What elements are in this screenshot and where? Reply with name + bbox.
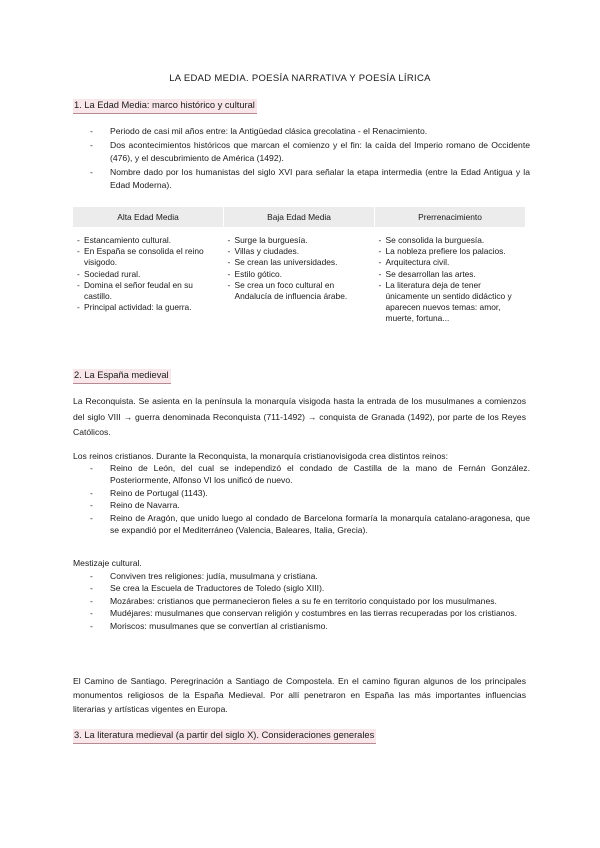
list-item: - Surge la burguesía.	[228, 235, 372, 246]
list-item: - Principal actividad: la guerra.	[77, 302, 221, 313]
list-item: - Reino de Navarra.	[90, 499, 530, 511]
table-header-row	[73, 207, 526, 227]
table-cell-baja-edad-media	[224, 227, 375, 325]
list-item: - Nombre dado por los humanistas del siglo XVI para señalar la etapa intermedia (entre la Edad Antigua y la Edad Moderna).	[90, 166, 530, 191]
section-3-heading: 3. La literatura medieval (a partir del siglo X). Consideraciones generales	[73, 729, 376, 744]
table-row	[73, 227, 526, 325]
list-item: - Mozárabes: cristianos que permanecieron fieles a su fe en territorio conquistado por los musulmanes.	[90, 595, 530, 607]
list-item: - Mudéjares: musulmanes que conservan religión y costumbres en las tierras recuperadas por los cristianos.	[90, 607, 530, 619]
list-item: - Periodo de casi mil años entre: la Antigüedad clásica grecolatina - el Renacimiento.	[90, 125, 530, 137]
mestizaje-list	[90, 570, 530, 632]
list-item: - Reino de Aragón, que unido luego al condado de Barcelona formaría la monarquía catalano-aragonesa, que se expandió por el Mediterráneo (Valencia, Baleares, Italia, Grecia).	[90, 512, 530, 537]
camino-de-santiago-paragraph: El Camino de Santiago. Peregrinación a Santiago de Compostela. En el camino figuran algunos de los principales monumentos religiosos de la España Medieval. Por allí penetraron en España las más importantes influencias literarias y artísticas vigentes en Europa.	[73, 676, 526, 714]
list-item: - Arquitectura civil.	[379, 257, 523, 268]
reinos-list	[90, 462, 530, 536]
section-2-heading: 2. La España medieval	[73, 369, 171, 384]
table-cell-alta-edad-media	[73, 227, 224, 325]
reconquista-paragraph: La Reconquista. Se asienta en la península la monarquía visigoda hasta la entrada de los musulmanes a comienzos del siglo VIII → guerra denominada Reconquista (711-1492) → conquista de Granada (1492), por parte de los Reyes Católicos.	[73, 396, 526, 437]
table-cell-prerrenacimiento	[375, 227, 526, 325]
table-header-alta-edad-media: Alta Edad Media	[73, 207, 224, 227]
list-item: - Se crea la Escuela de Traductores de Toledo (siglo XIII).	[90, 582, 530, 594]
list-item: - Moriscos: musulmanes que se convertían al cristianismo.	[90, 620, 530, 632]
table-header-baja-edad-media: Baja Edad Media	[224, 207, 375, 227]
list-item: - Se crea un foco cultural en Andalucía de influencia árabe.	[228, 280, 372, 302]
list-item: - Dos acontecimientos históricos que marcan el comienzo y el fin: la caída del Imperio romano de Occidente (476), y el descubrimiento de América (1492).	[90, 139, 530, 164]
periods-table	[73, 207, 526, 325]
list-item: - Sociedad rural.	[77, 269, 221, 280]
table-header-prerrenacimiento: Prerrenacimiento	[375, 207, 526, 227]
list-item: - Villas y ciudades.	[228, 246, 372, 257]
list-item: - Estancamiento cultural.	[77, 235, 221, 246]
document-title: LA EDAD MEDIA. POESÍA NARRATIVA Y POESÍA LÍRICA	[169, 73, 431, 84]
list-item: - En España se consolida el reino visigodo.	[77, 246, 221, 268]
section-1-heading: 1. La Edad Media: marco histórico y cultural	[73, 99, 257, 114]
list-item: - Reino de Portugal (1143).	[90, 487, 530, 499]
list-item: - Se crean las universidades.	[228, 257, 372, 268]
list-item: - Se consolida la burguesía.	[379, 235, 523, 246]
list-item: - La nobleza prefiere los palacios.	[379, 246, 523, 257]
reinos-intro: Los reinos cristianos. Durante la Reconquista, la monarquía cristianovisigoda crea distintos reinos:	[73, 451, 448, 461]
mestizaje-intro: Mestizaje cultural.	[73, 558, 142, 568]
list-item: - Se desarrollan las artes.	[379, 269, 523, 280]
section-1-bullet-list	[90, 125, 530, 193]
list-item: - Estilo gótico.	[228, 269, 372, 280]
list-item: - La literatura deja de tener únicamente un sentido didáctico y aparecen nuevos temas: amor, muerte, fortuna...	[379, 280, 523, 325]
list-item: - Reino de León, del cual se independizó el condado de Castilla de la mano de Fernán González. Posteriormente, Alfonso VI los unificó de nuevo.	[90, 462, 530, 487]
list-item: - Domina el señor feudal en su castillo.	[77, 280, 221, 302]
list-item: - Conviven tres religiones: judía, musulmana y cristiana.	[90, 570, 530, 582]
